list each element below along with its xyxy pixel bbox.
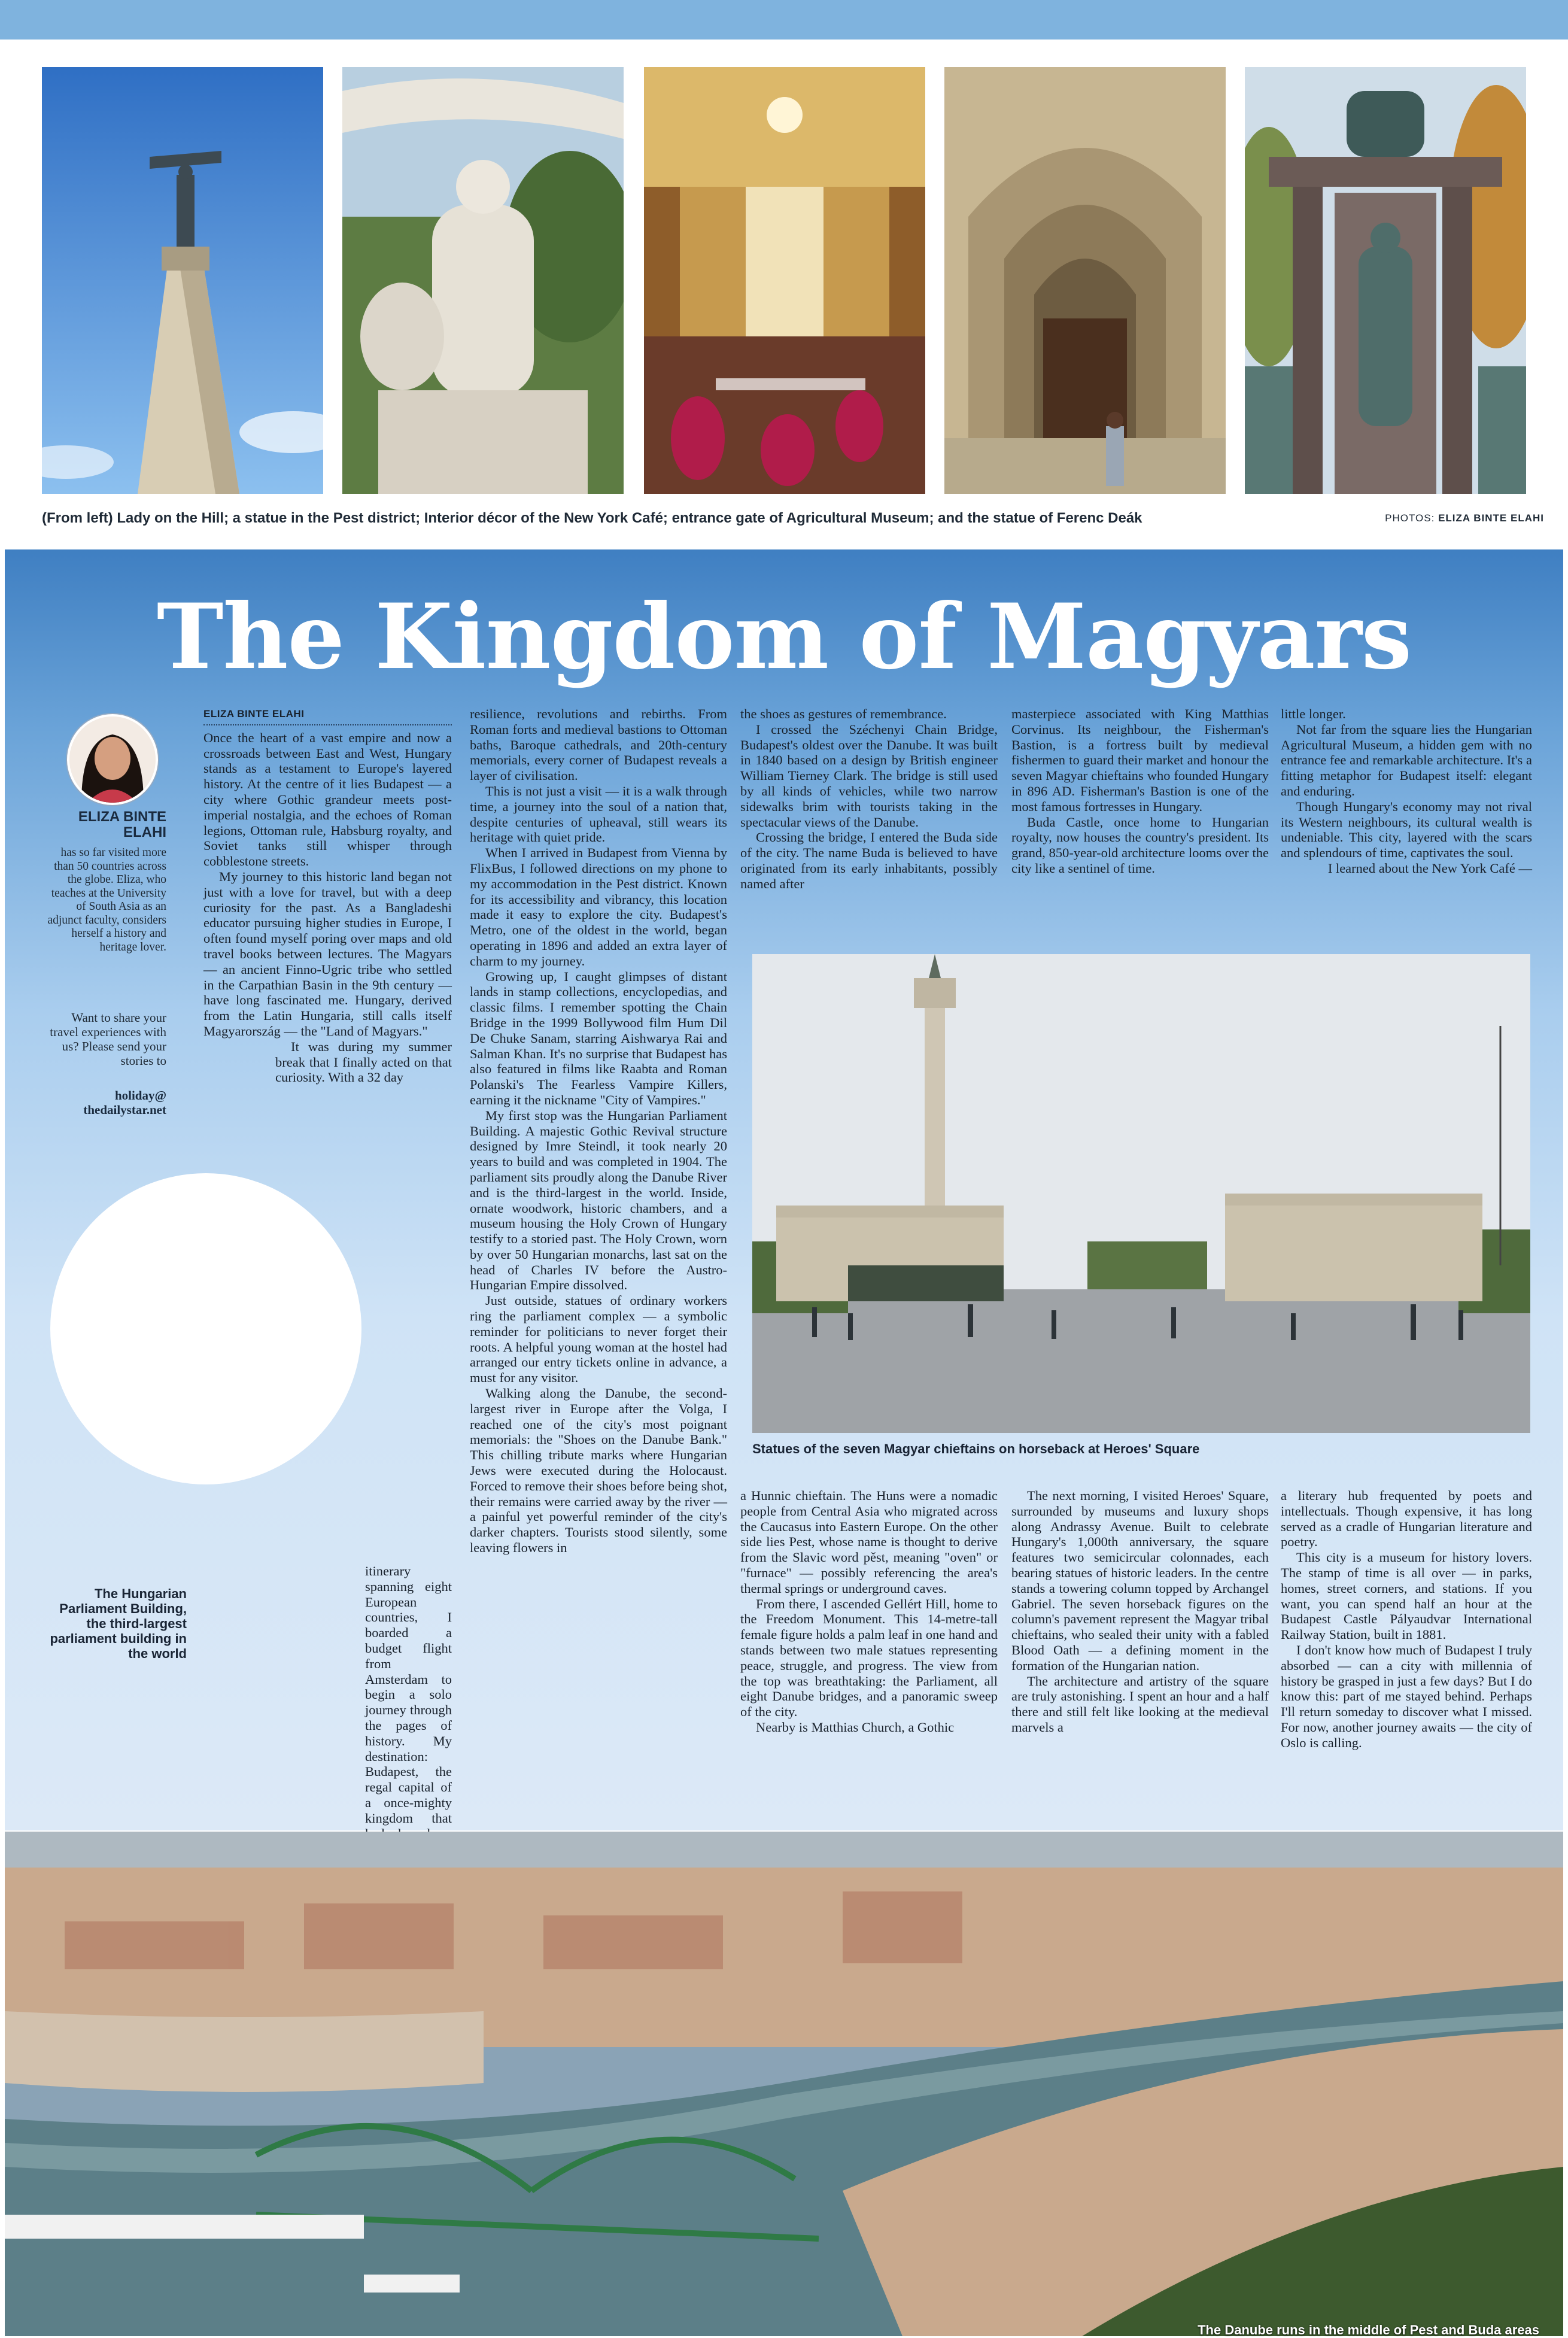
article-paragraph: I crossed the Széchenyi Chain Bridge, Budapest's oldest over the Danube. It was built in 1840 based on a design by British engineer William Tierney Clark. The bridge is still used by all kinds of vehicles, while two narrow sidewalks brim with tourists taking in the spectacular views of the Danube. bbox=[740, 721, 998, 830]
danube-caption: The Danube runs in the middle of Pest and Buda areas bbox=[1198, 2322, 1539, 2337]
article-paragraph: resilience, revolutions and rebirths. From Roman forts and medieval bastions to Ottoman baths, Baroque cathedrals, and 20th-century memorials, every corner of Budapest reveals a layer of civilisation. bbox=[470, 706, 727, 784]
photo-pest-statue bbox=[342, 67, 624, 494]
byline: ELIZA BINTE ELAHI bbox=[203, 706, 452, 725]
photo-danube-panorama bbox=[5, 1832, 1563, 2336]
article-column-5 bbox=[1281, 706, 1532, 876]
photo-ferenc-deak-statue bbox=[1245, 67, 1526, 494]
article-paragraph: It was during my summer break that I finally acted on that curiosity. With a 32 day bbox=[275, 1039, 452, 1085]
top-color-bar bbox=[0, 0, 1568, 40]
article-paragraph: a Hunnic chieftain. The Huns were a nomadic people from Central Asia who migrated across the Caucasus into Eastern Europe. On the other side lies Pest, whose name is thought to derive from the Slavic word pěst, meaning "oven" or "furnace" — possibly referencing the area's thermal springs or underground caves. bbox=[740, 1488, 998, 1596]
article-paragraph: I don't know how much of Budapest I truly absorbed — can a city with millennia of history be grasped in just a few days? But I do know this: part of me stayed behind. Perhaps I'll return someday to discover what I missed. For now, another journey awaits — the city of Oslo is calling. bbox=[1281, 1642, 1532, 1750]
article-paragraph: My first stop was the Hungarian Parliament Building. A majestic Gothic Revival structure designed by Imre Steindl, it took nearly 20 years to build and was completed in 1904. The parliament sits proudly along the Danube River and is the third-largest in the world. Inside, ornate woodwork, historic chambers, and a museum housing the Holy Crown of Hungary testify to a storied past. The Holy Crown, worn by over 50 Hungarian monarchs, last sat on the head of Charles IV before the Austro-Hungarian Empire dissolved. bbox=[470, 1107, 727, 1293]
photo-credit bbox=[1385, 512, 1544, 524]
parliament-photo-circle bbox=[50, 1173, 361, 1484]
article-paragraph: little longer. bbox=[1281, 706, 1346, 721]
article-paragraph: masterpiece associated with King Matthias Corvinus. Its neighbour, the Fisherman's Bastion, is a fortress built by medieval fishermen to guard their market and honour the seven Magyar chieftains who founded Hungary in 896 AD. Fisherman's Bastion is one of the most famous fortresses in Hungary. bbox=[1011, 706, 1269, 814]
photo-new-york-cafe bbox=[644, 67, 925, 494]
article-paragraph: Just outside, statues of ordinary workers ring the parliament complex — a symbolic reminder for politicians to never forget their roots. A helpful young woman at the hostel had arranged our entry tickets online in advance, a must for any visitor. bbox=[470, 1293, 727, 1386]
article-paragraph: From there, I ascended Gellért Hill, home to the Freedom Monument. This 14-metre-tall female figure holds a palm leaf in one hand and stands between two male statues representing peace, struggle, and progress. The view from the top was breathtaking: the Parliament, all eight Danube bridges, and a panoramic sweep of the city. bbox=[740, 1596, 998, 1720]
heroes-square-caption: Statues of the seven Magyar chieftains on horseback at Heroes' Square bbox=[752, 1441, 1200, 1456]
article-paragraph: Growing up, I caught glimpses of distant lands in stamp collections, encyclopedias, and classic films. I remember spotting the Chain Bridge in the 1999 Bollywood film Hum Dil De Chuke Sanam, starring Aishwarya Rai and Salman Khan. It's no surprise that Budapest has also featured in films like Raabta and Roman Polanski's The Fearless Vampire Killers, earning it the nickname "City of Vampires." bbox=[470, 968, 727, 1107]
article-paragraph: I learned about the New York Café — bbox=[1327, 860, 1532, 876]
top-photos-caption-text: (From left) Lady on the Hill; a statue in the Pest district; Interior décor of the New York Café; entrance gate of Agricultural Museum; and the statue of Ferenc Deák bbox=[42, 510, 1142, 526]
article-column-4 bbox=[1011, 706, 1269, 876]
article-paragraph: itinerary spanning eight European countries, I boarded a budget flight from Amsterdam to begin a solo journey through the pages of history. My destination: Budapest, the regal capital of a once-mighty kingdom that bbox=[365, 1563, 452, 1826]
top-photos-caption bbox=[42, 504, 1544, 534]
photo-credit-prefix: PHOTOS: bbox=[1385, 512, 1439, 524]
article-column-4-continued bbox=[1011, 1488, 1269, 1735]
article-paragraph: Not far from the square lies the Hungarian Agricultural Museum, a hidden gem with no entrance fee and remarkable architecture. It's a fitting metaphor for Budapest itself: elegant and enduring. bbox=[1281, 721, 1532, 798]
photo-heroes-square bbox=[752, 954, 1530, 1433]
article-paragraph: This city is a museum for history lovers. The stamp of time is all over — in parks, homes, street corners, and stations. If you want, you can spend half an hour at the Budapest Castle Pályaudvar International Railway Station, built in 1881. bbox=[1281, 1550, 1532, 1642]
article-paragraph: a literary hub frequented by poets and intellectuals. Though expensive, it has long served as a cradle of Hungarian literature and poetry. bbox=[1281, 1488, 1532, 1550]
photo-agricultural-museum-gate bbox=[944, 67, 1226, 494]
article-paragraph: Once the heart of a vast empire and now a crossroads between East and West, Hungary stands as a testament to Europe's layered history. At the centre of it lies Budapest — a city where Gothic grandeur meets post-imperial nostalgia, and the echoes of Roman legions, Ottoman rule, Habsburg royalty, and Soviet tanks still whisper through cobblestone streets. bbox=[203, 730, 452, 869]
parliament-caption: The Hungarian Parliament Building, the third-largest parliament building in the world bbox=[50, 1586, 187, 1661]
headline: The Kingdom of Magyars bbox=[156, 584, 1412, 690]
article-paragraph: Walking along the Danube, the second-largest river in Europe after the Volga, I reached one of the city's most poignant memorials: the "Shoes on the Danube Bank." This chilling tribute marks where Hungarian Jews were executed during the Holocaust. Forced to remove their shoes before being shot, their remains were carried away by the river — a painful yet powerful reminder of the city's darker chapters. Tourists stood silently, some leaving flowers in bbox=[470, 1386, 727, 1556]
article-paragraph: When I arrived in Budapest from Vienna by FlixBus, I followed directions on my phone to my accommodation in the Pest district. Known for its accessibility and vibrancy, this location made it easy to explore the city. Budapest's Metro, one of the oldest in the world, began operating in 1896 and added an extra layer of charm to my journey. bbox=[470, 845, 727, 968]
article-column-3-continued bbox=[740, 1488, 998, 1735]
article-column-5-continued bbox=[1281, 1488, 1532, 1751]
article-column-2 bbox=[470, 706, 727, 1556]
article-paragraph: Nearby is Matthias Church, a Gothic bbox=[756, 1719, 955, 1735]
author-avatar bbox=[67, 714, 158, 805]
author-name: ELIZA BINTE ELAHI bbox=[78, 809, 166, 840]
article-paragraph: Buda Castle, once home to Hungarian royalty, now houses the country's president. Its grand, 850-year-old architecture looms over the city like a sentinel of time. bbox=[1011, 814, 1269, 876]
article-paragraph: The next morning, I visited Heroes' Square, surrounded by museums and luxury shops along Andrassy Avenue. Built to celebrate Hungary's 1,000th anniversary, the square features two semicircular colonnades, each bearing statues of historic leaders. In the centre stands a towering column topped by Archangel Gabriel. The seven horseback figures on the column's pavement represent the Magyar tribal chieftains, who sealed their unity with a fabled Blood Oath — a defining moment in the formation of the Hungarian nation. bbox=[1011, 1488, 1269, 1673]
article-paragraph: The architecture and artistry of the square are truly astonishing. I spent an hour and a half there and still felt like looking at the medieval marvels a bbox=[1011, 1673, 1269, 1735]
submission-email-link[interactable]: holiday@ thedailystar.net bbox=[83, 1088, 166, 1117]
article-paragraph: Though Hungary's economy may not rival its Western neighbours, its cultural wealth is undeniable. This city, layered with the scars and splendours of time, captivates the soul. bbox=[1281, 798, 1532, 861]
article-paragraph: My journey to this historic land began not just with a love for travel, but with a deep curiosity for the past. As a Bangladeshi educator pursuing higher studies in Europe, I often found myself poring over maps and old travel books between lectures. The Magyars — an ancient Finno-Ugric tribe who settled in the Carpathian Basin in the 9th century — have long fascinated me. Hungary, derived from the Latin Hungaria, still calls itself Magyarország — the "Land of Magyars." bbox=[203, 869, 452, 1039]
photo-lady-on-the-hill bbox=[42, 67, 323, 494]
article-column-3 bbox=[740, 706, 998, 892]
article-paragraph: This is not just a visit — it is a walk through time, a journey into the soul of a nation that, despite centuries of upheaval, still wears its heritage with quiet pride. bbox=[470, 783, 727, 845]
article-column-1 bbox=[203, 706, 452, 1085]
submission-prompt: Want to share your travel experiences with us? Please send your stories to bbox=[50, 1010, 166, 1068]
article-paragraph: Crossing the bridge, I entered the Buda side of the city. The name Buda is believed to have originated from its early inhabitants, possibly named after bbox=[740, 830, 998, 891]
author-bio: has so far visited more than 50 countries across the globe. Eliza, who teaches at the University of South Asia as an adjunct faculty, considers herself a history and heritage lover. bbox=[47, 846, 166, 954]
article-paragraph: the shoes as gestures of remembrance. bbox=[740, 706, 947, 721]
photo-credit-name: ELIZA BINTE ELAHI bbox=[1438, 512, 1544, 524]
